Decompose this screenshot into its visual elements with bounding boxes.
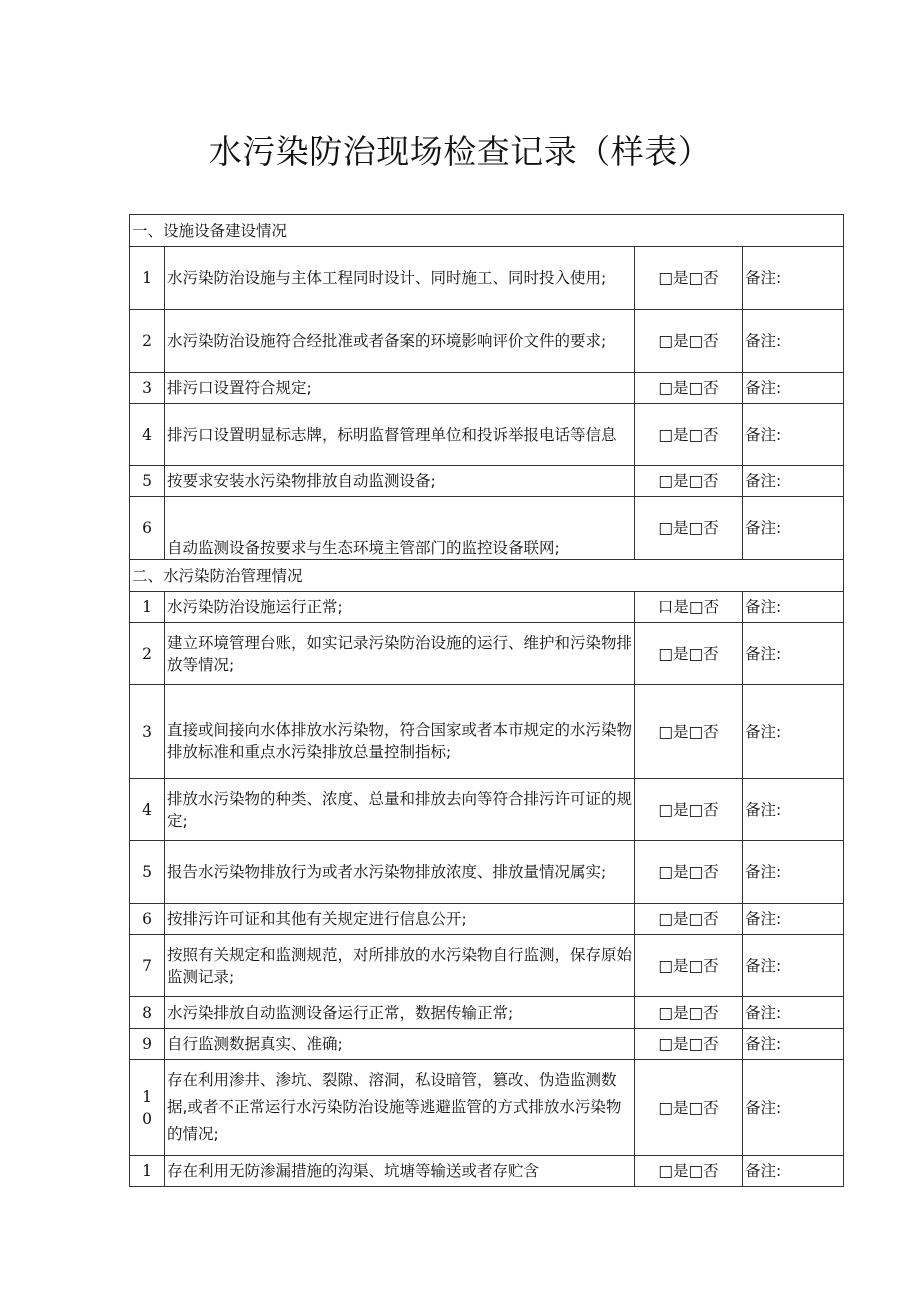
- yes-no-checkbox[interactable]: □是□否: [635, 310, 743, 373]
- note-label: 备注:: [743, 997, 844, 1029]
- section-heading: 一、设施设备建设情况: [130, 215, 844, 247]
- row-text: 存在利用渗井、渗坑、裂隙、溶洞，私设暗管，篡改、伪造监测数据,或者不正常运行水污染防治设施等逃避监管的方式排放水污染物的情况;: [165, 1060, 635, 1156]
- row-text: 水污染防治设施运行正常;: [165, 592, 635, 623]
- row-number: 2: [130, 310, 165, 373]
- section-header-row: [130, 215, 844, 247]
- row-text: 按要求安装水污染物排放自动监测设备;: [165, 466, 635, 497]
- section-heading: 二、水污染防治管理情况: [130, 560, 844, 592]
- note-label: 备注:: [743, 841, 844, 904]
- row-text: 自动监测设备按要求与生态环境主管部门的监控设备联网;: [165, 497, 635, 560]
- table-row: [130, 841, 844, 904]
- note-label: 备注:: [743, 497, 844, 560]
- row-number: 1: [130, 1156, 165, 1187]
- row-number: 5: [130, 466, 165, 497]
- row-number: 3: [130, 373, 165, 404]
- row-number: 9: [130, 1029, 165, 1060]
- row-number: 1: [130, 247, 165, 310]
- table-row: [130, 310, 844, 373]
- yes-no-checkbox[interactable]: □是□否: [635, 247, 743, 310]
- table-row: [130, 373, 844, 404]
- row-number: 4: [130, 779, 165, 841]
- row-number: 8: [130, 997, 165, 1029]
- yes-no-checkbox[interactable]: □是□否: [635, 841, 743, 904]
- note-label: 备注:: [743, 904, 844, 935]
- table-row: [130, 1156, 844, 1187]
- note-label: 备注:: [743, 1029, 844, 1060]
- yes-no-checkbox[interactable]: □是□否: [635, 1156, 743, 1187]
- note-label: 备注:: [743, 247, 844, 310]
- yes-no-checkbox[interactable]: □是□否: [635, 685, 743, 779]
- table-row: [130, 247, 844, 310]
- row-text: 按排污许可证和其他有关规定进行信息公开;: [165, 904, 635, 935]
- table-row: [130, 592, 844, 623]
- table-row: [130, 404, 844, 466]
- row-text: 水污染排放自动监测设备运行正常，数据传输正常;: [165, 997, 635, 1029]
- note-label: 备注:: [743, 623, 844, 685]
- note-label: 备注:: [743, 685, 844, 779]
- table-row: [130, 997, 844, 1029]
- row-text: 水污染防治设施与主体工程同时设计、同时施工、同时投入使用;: [165, 247, 635, 310]
- table-row: [130, 623, 844, 685]
- yes-no-checkbox[interactable]: □是□否: [635, 373, 743, 404]
- yes-no-checkbox[interactable]: □是□否: [635, 466, 743, 497]
- table-row: [130, 779, 844, 841]
- note-label: 备注:: [743, 466, 844, 497]
- table-row: [130, 935, 844, 997]
- page-title: 水污染防治现场检查记录（样表）: [208, 132, 712, 171]
- row-text: 报告水污染物排放行为或者水污染物排放浓度、排放量情况属实;: [165, 841, 635, 904]
- row-text: 排污口设置符合规定;: [165, 373, 635, 404]
- table-row: [130, 685, 844, 779]
- table-row: [130, 497, 844, 560]
- yes-no-checkbox[interactable]: 口是□否: [635, 592, 743, 623]
- yes-no-checkbox[interactable]: □是□否: [635, 404, 743, 466]
- yes-no-checkbox[interactable]: □是□否: [635, 623, 743, 685]
- table-row: [130, 1060, 844, 1156]
- note-label: 备注:: [743, 1060, 844, 1156]
- row-text: 建立环境管理台账，如实记录污染防治设施的运行、维护和污染物排放等情况;: [165, 623, 635, 685]
- section-header-row: [130, 560, 844, 592]
- row-text: 直接或间接向水体排放水污染物，符合国家或者本市规定的水污染物排放标准和重点水污染排放总量控制指标;: [165, 685, 635, 779]
- yes-no-checkbox[interactable]: □是□否: [635, 779, 743, 841]
- note-label: 备注:: [743, 935, 844, 997]
- yes-no-checkbox[interactable]: □是□否: [635, 497, 743, 560]
- row-number: 7: [130, 935, 165, 997]
- note-label: 备注:: [743, 779, 844, 841]
- row-text: 水污染防治设施符合经批准或者备案的环境影响评价文件的要求;: [165, 310, 635, 373]
- yes-no-checkbox[interactable]: □是□否: [635, 904, 743, 935]
- row-number: 6: [130, 904, 165, 935]
- row-text: 自行监测数据真实、准确;: [165, 1029, 635, 1060]
- note-label: 备注:: [743, 310, 844, 373]
- yes-no-checkbox[interactable]: □是□否: [635, 997, 743, 1029]
- note-label: 备注:: [743, 404, 844, 466]
- row-number: 5: [130, 841, 165, 904]
- row-text: 排污口设置明显标志牌，标明监督管理单位和投诉举报电话等信息: [165, 404, 635, 466]
- row-text: 存在利用无防渗漏措施的沟渠、坑塘等输送或者存贮含: [165, 1156, 635, 1187]
- row-number: 6: [130, 497, 165, 560]
- row-text: 排放水污染物的种类、浓度、总量和排放去向等符合排污许可证的规定;: [165, 779, 635, 841]
- row-number: 4: [130, 404, 165, 466]
- note-label: 备注:: [743, 1156, 844, 1187]
- yes-no-checkbox[interactable]: □是□否: [635, 935, 743, 997]
- row-number: 2: [130, 623, 165, 685]
- row-number: 1: [130, 592, 165, 623]
- table-row: [130, 904, 844, 935]
- table-row: [130, 466, 844, 497]
- row-number: 1 0: [130, 1060, 165, 1156]
- note-label: 备注:: [743, 592, 844, 623]
- yes-no-checkbox[interactable]: □是□否: [635, 1029, 743, 1060]
- note-label: 备注:: [743, 373, 844, 404]
- row-text: 按照有关规定和监测规范，对所排放的水污染物自行监测，保存原始监测记录;: [165, 935, 635, 997]
- row-number: 3: [130, 685, 165, 779]
- inspection-table: [129, 214, 844, 1187]
- table-row: [130, 1029, 844, 1060]
- yes-no-checkbox[interactable]: □是□否: [635, 1060, 743, 1156]
